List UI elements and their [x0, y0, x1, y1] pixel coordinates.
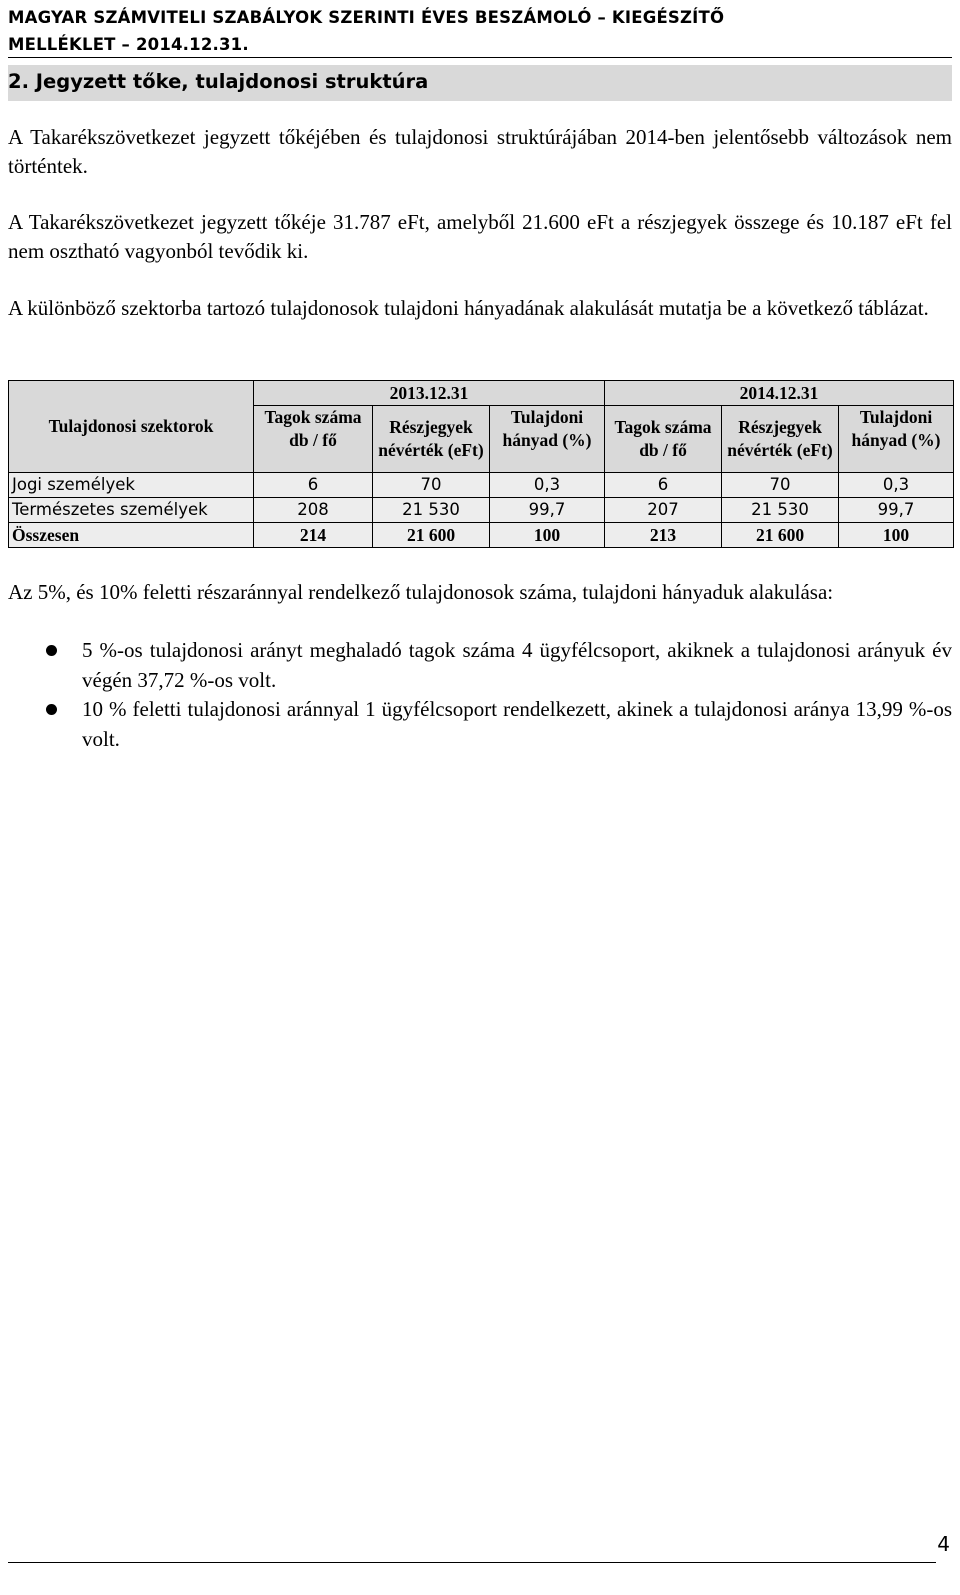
cell: 208 [254, 498, 373, 523]
cell: 99,7 [490, 498, 605, 523]
shares-2013-header: Részjegyek névérték (eFt) [373, 406, 490, 473]
cell: 214 [254, 523, 373, 548]
cell: 100 [839, 523, 954, 548]
cell: 99,7 [839, 498, 954, 523]
members-2013-header: Tagok száma db / fő [254, 406, 373, 473]
cell: 100 [490, 523, 605, 548]
paragraph-large-owners: Az 5%, és 10% feletti részaránnyal rendelkező tulajdonosok száma, tulajdoni hányaduk alakulása: [8, 580, 834, 604]
ratio-2013-header: Tulajdoni hányad (%) [490, 406, 605, 473]
table-total-row [9, 523, 954, 548]
cell: 21 600 [722, 523, 839, 548]
period-2014-header: 2014.12.31 [605, 381, 954, 406]
table-row [9, 473, 954, 498]
cell: 21 530 [722, 498, 839, 523]
section-title: 2. Jegyzett tőke, tulajdonosi struktúra [8, 70, 429, 93]
header-divider [8, 57, 952, 58]
list-item-text: 10 % feletti tulajdonosi aránnyal 1 ügyfélcsoport rendelkezett, akinek a tulajdonosi aránya 13,99 %-os volt. [82, 697, 952, 751]
row-label: Összesen [9, 523, 254, 548]
list-item-text: 5 %-os tulajdonosi arányt meghaladó tagok száma 4 ügyfélcsoport, akiknek a tulajdonosi arányuk év végén 37,72 %-os volt. [82, 638, 952, 692]
paragraph-capital-amount: A Takarékszövetkezet jegyzett tőkéje 31.787 eFt, amelyből 21.600 eFt a részjegyek összege és 10.187 eFt fel nem osztható vagyonból tevődik ki. [8, 210, 952, 263]
ownership-table [8, 380, 954, 548]
table-row [9, 498, 954, 523]
cell: 70 [722, 473, 839, 498]
table-header-row [9, 381, 954, 406]
cell: 70 [373, 473, 490, 498]
list-item [8, 695, 952, 754]
sector-header: Tulajdonosi szektorok [9, 381, 254, 473]
cell: 0,3 [490, 473, 605, 498]
paragraph-capital-change: A Takarékszövetkezet jegyzett tőkéjében és tulajdonosi struktúrájában 2014-ben jelentősebb változások nem történtek. [8, 125, 952, 178]
row-label: Természetes személyek [9, 498, 254, 523]
cell: 21 600 [373, 523, 490, 548]
bullet-icon [46, 645, 57, 656]
bullet-icon [46, 704, 57, 715]
ratio-2014-header: Tulajdoni hányad (%) [839, 406, 954, 473]
cell: 6 [605, 473, 722, 498]
cell: 21 530 [373, 498, 490, 523]
members-2014-header: Tagok száma db / fő [605, 406, 722, 473]
owner-bullet-list [8, 636, 952, 754]
cell: 213 [605, 523, 722, 548]
cell: 207 [605, 498, 722, 523]
cell: 0,3 [839, 473, 954, 498]
footer-divider [8, 1562, 936, 1563]
page-number: 4 [937, 1532, 950, 1556]
row-label: Jogi személyek [9, 473, 254, 498]
header-line-2: MELLÉKLET – 2014.12.31. [8, 35, 249, 54]
list-item [8, 636, 952, 695]
period-2013-header: 2013.12.31 [254, 381, 605, 406]
cell: 6 [254, 473, 373, 498]
document-header [8, 4, 952, 58]
header-line-1: MAGYAR SZÁMVITELI SZABÁLYOK SZERINTI ÉVES BESZÁMOLÓ – KIEGÉSZÍTŐ [8, 8, 725, 27]
paragraph-table-intro: A különböző szektorba tartozó tulajdonosok tulajdoni hányadának alakulását mutatja be a következő táblázat. [8, 296, 929, 320]
shares-2014-header: Részjegyek névérték (eFt) [722, 406, 839, 473]
